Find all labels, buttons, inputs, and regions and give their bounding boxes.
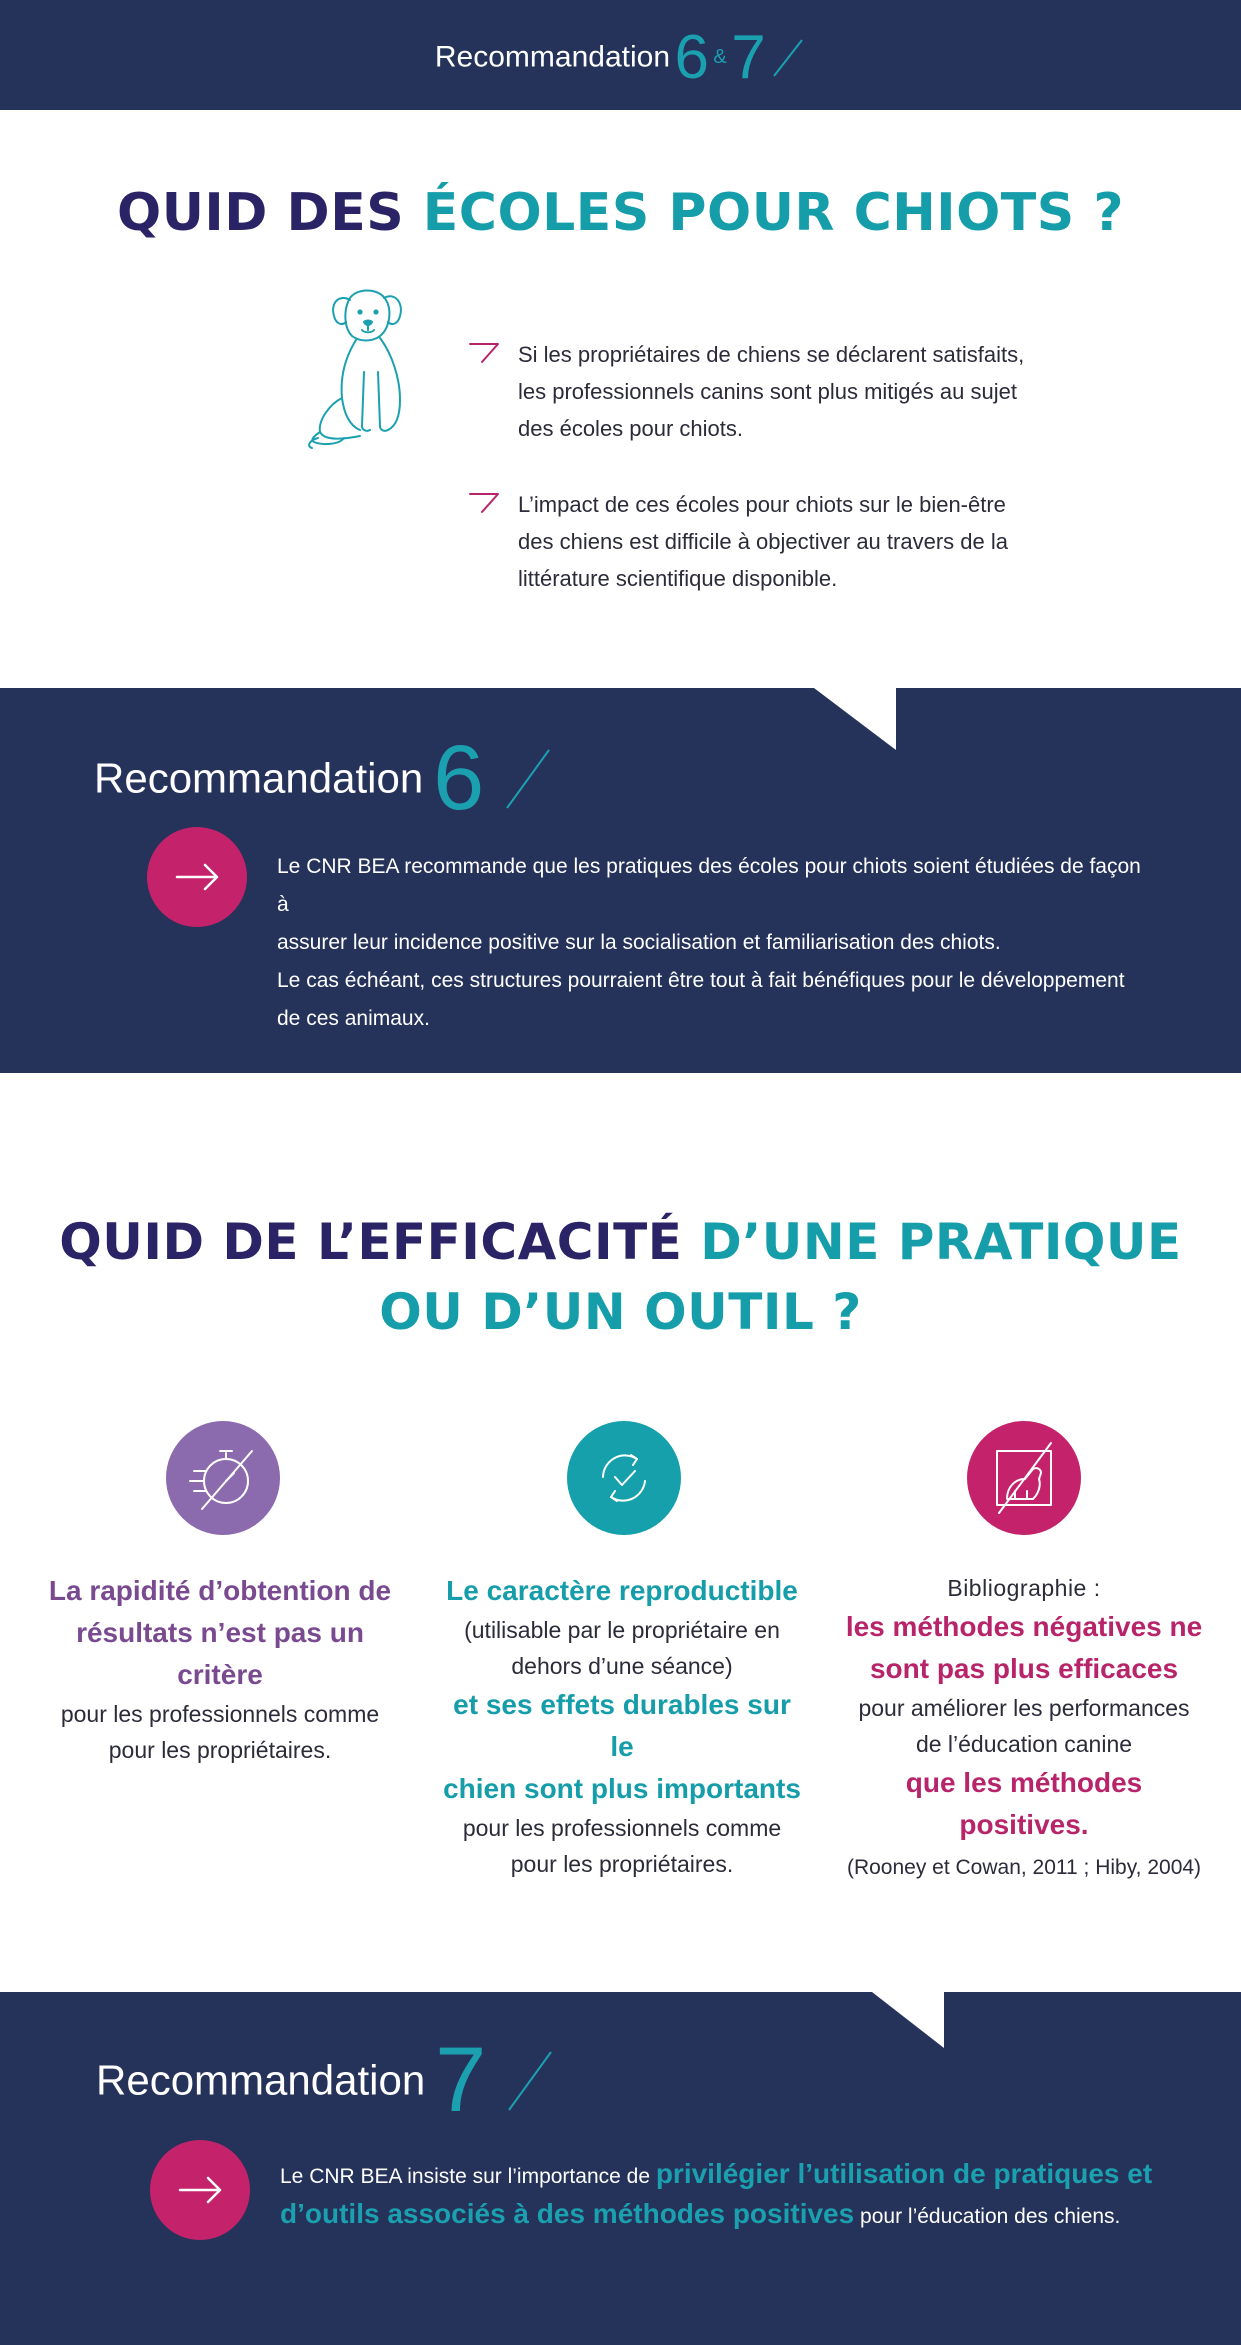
- title-teal-part-1: D’UNE PRATIQUE: [700, 1213, 1182, 1271]
- recommendation-label: Recommandation: [94, 754, 424, 802]
- slash-icon: [505, 2048, 555, 2114]
- banner-number-6: 6: [674, 23, 709, 92]
- col3-highlight-4: positives.: [959, 1809, 1089, 1840]
- recommendation-number: 6: [433, 727, 485, 829]
- bullet-1-line-2: les professionnels canins sont plus mitigés au sujet: [518, 379, 1017, 404]
- bullet-1-text: [518, 336, 1038, 447]
- section-title-efficacy-line-1: [0, 1207, 1241, 1277]
- rec7-text-b: pour l’éducation des chiens.: [854, 2205, 1121, 2228]
- recommendation-label: Recommandation: [96, 2056, 426, 2104]
- bullet-1-line-3: des écoles pour chiots.: [518, 416, 744, 441]
- rec7-text-a: Le CNR BEA insiste sur l’importance de: [280, 2165, 656, 2188]
- col3-bibliography-label: Bibliographie :: [947, 1575, 1101, 1601]
- col3-highlight-2: sont pas plus efficaces: [869, 1653, 1179, 1684]
- banner-title: [0, 22, 1241, 93]
- arrow-bullet-icon: [468, 490, 502, 516]
- col2-highlight-1: Le caractère reproductible: [446, 1575, 798, 1606]
- top-banner: [0, 0, 1241, 110]
- cycle-check-icon: [567, 1421, 681, 1535]
- col1-highlight-2: résultats n’est pas un critère: [76, 1617, 364, 1690]
- recommendation-6-block: [0, 688, 1241, 1073]
- col2-highlight-2: et ses effets durables sur le: [453, 1689, 791, 1762]
- col2-text-4: pour les propriétaires.: [510, 1851, 734, 1877]
- rec6-line-2: assurer leur incidence positive sur la socialisation et familiarisation des chiots.: [277, 931, 1001, 954]
- col2-text-1: (utilisable par le propriétaire en: [464, 1617, 780, 1643]
- title-teal-part-2: OU D’UN OUTIL ?: [379, 1283, 862, 1341]
- puppy-sitting-icon: [300, 280, 430, 450]
- arrow-circle: [147, 827, 247, 927]
- col3-reference: (Rooney et Cowan, 2011 ; Hiby, 2004): [846, 1856, 1202, 1879]
- speech-notch: [872, 1992, 944, 2048]
- recommendation-7-title: [96, 2028, 555, 2133]
- bullet-2: [468, 486, 1028, 606]
- column-reproducibility: [442, 1570, 802, 1882]
- rec7-highlight-2: d’outils associés à des méthodes positives: [280, 2198, 855, 2229]
- column-bibliography: [844, 1570, 1204, 1886]
- speech-notch: [814, 688, 896, 750]
- slash-icon: [770, 36, 806, 80]
- recommendation-6-text: [277, 848, 1157, 1038]
- banner-number-7: 7: [731, 23, 766, 92]
- rec6-line-1: Le CNR BEA recommande que les pratiques des écoles pour chiots soient étudiées de façon à: [277, 855, 1141, 916]
- arrow-right-icon: [147, 827, 247, 927]
- dog-circle: [967, 1421, 1081, 1535]
- rec6-line-4: de ces animaux.: [277, 1007, 430, 1030]
- bullet-1-line-1: Si les propriétaires de chiens se déclarent satisfaits,: [518, 342, 1025, 367]
- recommendation-6-title: [94, 726, 553, 831]
- col1-text-1: pour les professionnels comme: [60, 1701, 380, 1727]
- arrow-right-icon: [150, 2140, 250, 2240]
- title-teal-part: ÉCOLES POUR CHIOTS ?: [422, 183, 1124, 243]
- stopwatch-crossed-icon: [166, 1421, 280, 1535]
- dog-crossed-icon: [967, 1421, 1081, 1535]
- title-dark-part: QUID DES: [116, 183, 423, 243]
- banner-label: Recommandation: [434, 40, 670, 74]
- banner-ampersand: &: [713, 46, 727, 68]
- col2-highlight-3: chien sont plus importants: [443, 1773, 801, 1804]
- section-title-puppy-schools: [0, 178, 1241, 248]
- title-dark-part: QUID DE L’EFFICACITÉ: [59, 1213, 701, 1271]
- cycle-circle: [567, 1421, 681, 1535]
- col3-text-2: de l’éducation canine: [915, 1731, 1133, 1757]
- arrow-bullet-icon: [468, 340, 502, 366]
- bullet-1: [468, 336, 1028, 456]
- col2-text-2: dehors d’une séance): [511, 1653, 733, 1679]
- column-speed: [40, 1570, 400, 1768]
- col3-highlight-1: les méthodes négatives ne: [845, 1611, 1203, 1642]
- recommendation-number: 7: [435, 2029, 487, 2131]
- stopwatch-circle: [166, 1421, 280, 1535]
- bullet-2-line-2: des chiens est difficile à objectiver au travers de la: [518, 529, 1008, 554]
- col2-text-3: pour les professionnels comme: [462, 1815, 782, 1841]
- bullet-2-line-3: littérature scientifique disponible.: [518, 566, 838, 591]
- section-title-efficacy-line-2: [0, 1277, 1241, 1347]
- rec7-highlight-1: privilégier l’utilisation de pratiques et: [655, 2158, 1153, 2189]
- col1-highlight-1: La rapidité d’obtention de: [48, 1575, 392, 1606]
- col3-text-1: pour améliorer les performances: [858, 1695, 1190, 1721]
- recommendation-7-text: [280, 2155, 1160, 2235]
- col3-highlight-3: que les méthodes: [905, 1767, 1143, 1798]
- bullet-2-line-1: L’impact de ces écoles pour chiots sur le bien-être: [518, 492, 1006, 517]
- rec6-line-3: Le cas échéant, ces structures pourraient être tout à fait bénéfiques pour le développement: [277, 969, 1125, 992]
- arrow-circle: [150, 2140, 250, 2240]
- col1-text-2: pour les propriétaires.: [108, 1737, 332, 1763]
- slash-icon: [503, 746, 553, 812]
- bullet-2-text: [518, 486, 1038, 597]
